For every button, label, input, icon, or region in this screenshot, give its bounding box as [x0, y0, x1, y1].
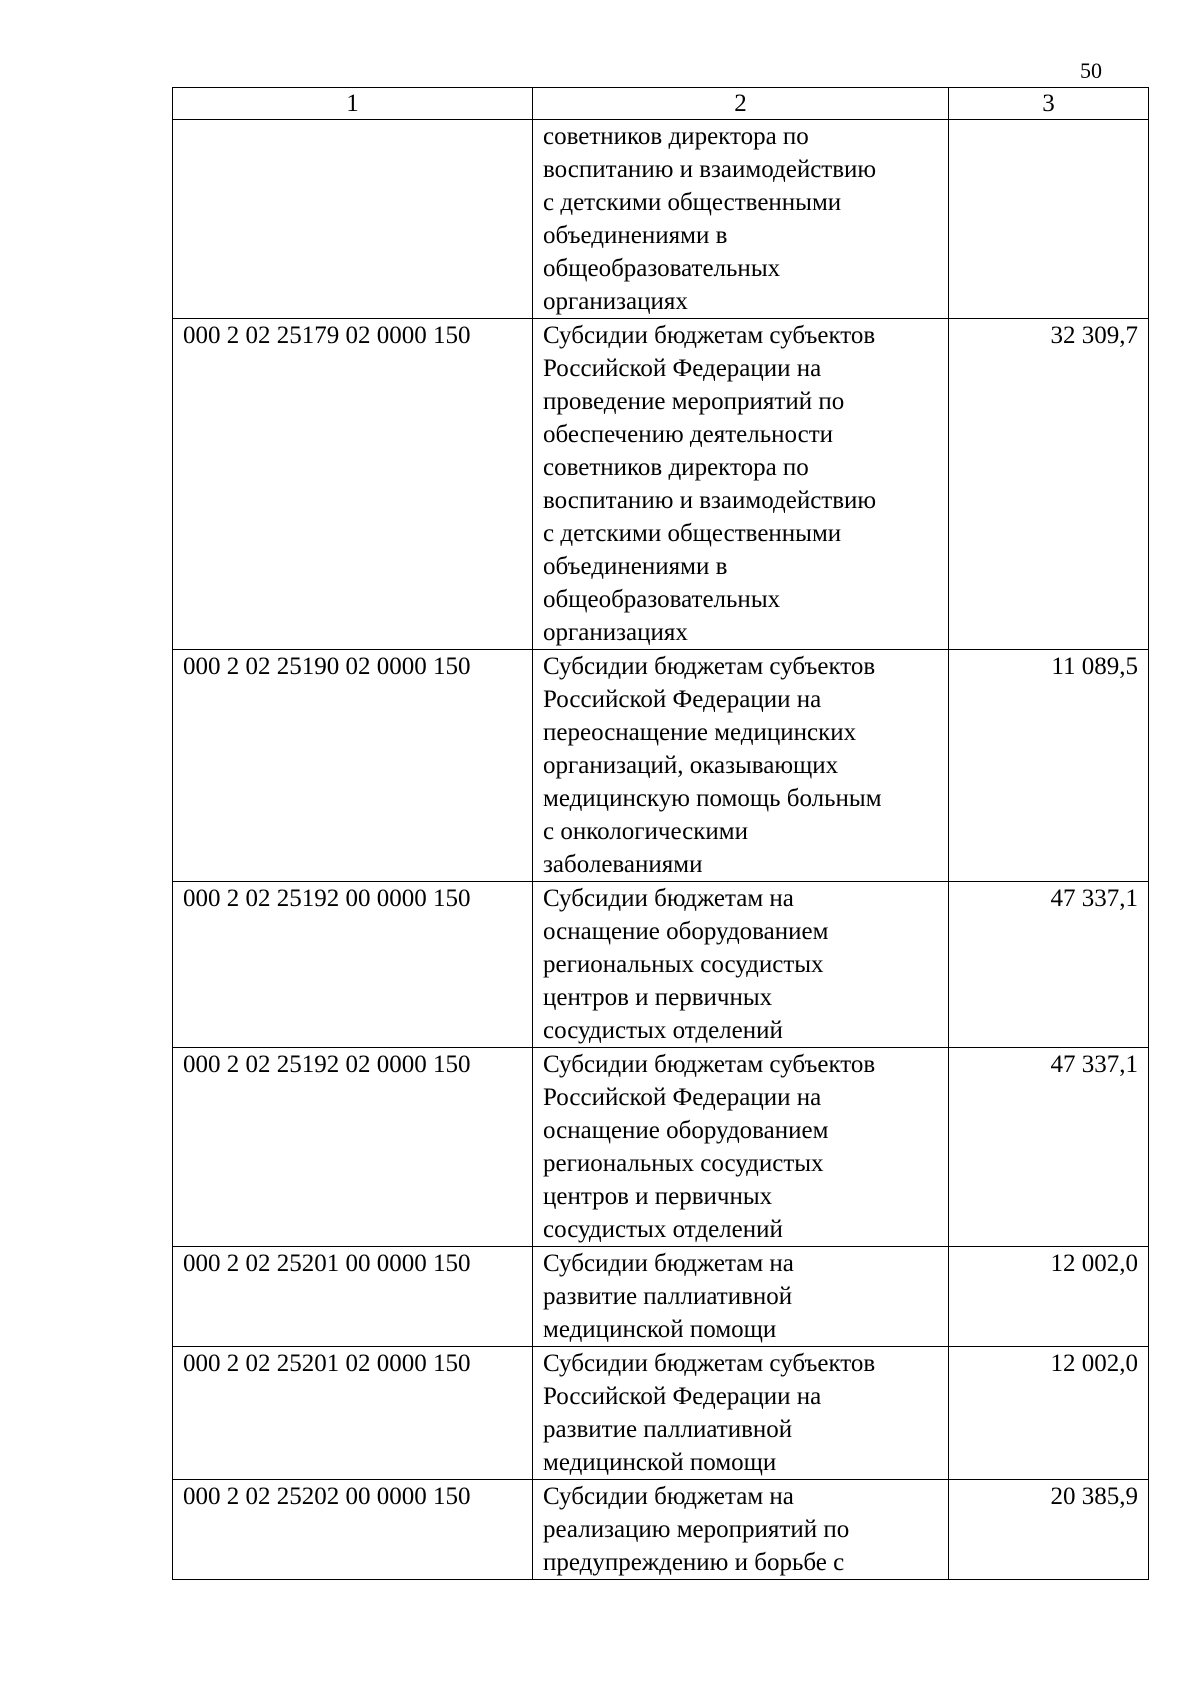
table-row [173, 1247, 1149, 1347]
row-code: 000 2 02 25202 00 0000 150 [173, 1480, 533, 1580]
row-description: Субсидии бюджетам на развитие паллиативной медицинской помощи [533, 1247, 949, 1347]
row-code: 000 2 02 25179 02 0000 150 [173, 319, 533, 650]
row-amount: 11 089,5 [949, 650, 1149, 882]
row-description: Субсидии бюджетам субъектов Российской Федерации на проведение мероприятий по обеспечению деятельности советников директора по воспитанию и взаимодействию с детскими общественными объединениями в общеобразовательных организациях [533, 319, 949, 650]
row-description: Субсидии бюджетам субъектов Российской Федерации на оснащение оборудованием региональных сосудистых центров и первичных сосудистых отделений [533, 1048, 949, 1247]
row-code [173, 120, 533, 319]
row-code: 000 2 02 25192 02 0000 150 [173, 1048, 533, 1247]
row-description: Субсидии бюджетам на реализацию мероприятий по предупреждению и борьбе с [533, 1480, 949, 1580]
table-row [173, 319, 1149, 650]
column-header-2: 2 [533, 88, 949, 120]
table-row [173, 650, 1149, 882]
row-code: 000 2 02 25201 00 0000 150 [173, 1247, 533, 1347]
row-code: 000 2 02 25201 02 0000 150 [173, 1347, 533, 1480]
row-code: 000 2 02 25192 00 0000 150 [173, 882, 533, 1048]
page-number: 50 [1080, 58, 1102, 83]
row-description: советников директора по воспитанию и взаимодействию с детскими общественными объединениями в общеобразовательных организациях [533, 120, 949, 319]
column-header-1: 1 [173, 88, 533, 120]
row-amount: 12 002,0 [949, 1247, 1149, 1347]
table-row [173, 1347, 1149, 1480]
row-description: Субсидии бюджетам субъектов Российской Федерации на развитие паллиативной медицинской помощи [533, 1347, 949, 1480]
table-row [173, 1480, 1149, 1580]
budget-table [172, 87, 1149, 1580]
row-amount: 20 385,9 [949, 1480, 1149, 1580]
table-row [173, 1048, 1149, 1247]
row-amount [949, 120, 1149, 319]
column-header-3: 3 [949, 88, 1149, 120]
table-header-row [173, 88, 1149, 120]
row-amount: 47 337,1 [949, 1048, 1149, 1247]
row-code: 000 2 02 25190 02 0000 150 [173, 650, 533, 882]
table-row [173, 882, 1149, 1048]
table-row [173, 120, 1149, 319]
row-amount: 32 309,7 [949, 319, 1149, 650]
row-description: Субсидии бюджетам субъектов Российской Федерации на переоснащение медицинских организаций, оказывающих медицинскую помощь больным с онкологическими заболеваниями [533, 650, 949, 882]
row-amount: 12 002,0 [949, 1347, 1149, 1480]
row-amount: 47 337,1 [949, 882, 1149, 1048]
row-description: Субсидии бюджетам на оснащение оборудованием региональных сосудистых центров и первичных сосудистых отделений [533, 882, 949, 1048]
